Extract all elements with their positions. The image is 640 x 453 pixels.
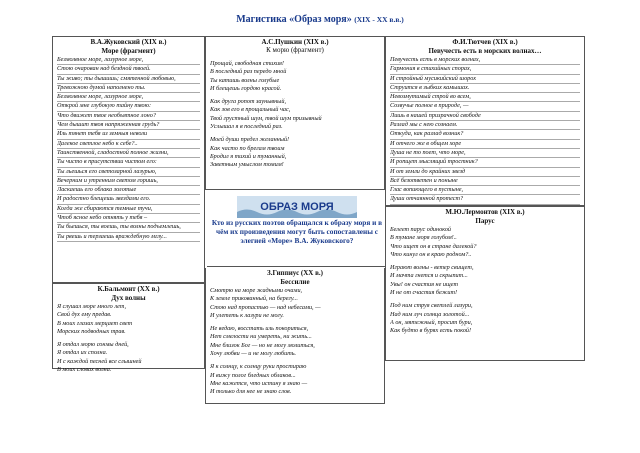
- lermontov-poem: [386, 225, 584, 336]
- poem-line: Стою очарован над бездной твоей.: [57, 65, 200, 74]
- zhukovsky-work: Море (фрагмент): [101, 47, 156, 55]
- zhukovsky-author: В.А.Жуковский (XIX в.): [90, 38, 167, 46]
- poem-line: Гармония в стихийных спорах,: [390, 65, 580, 74]
- balmont-author: К.Бальмонт (XX в.): [97, 285, 160, 293]
- poem-line: Что ищет он в стране далекой?: [390, 242, 477, 250]
- gippius-poem: [206, 286, 384, 397]
- poem-line: Невозмутимый строй во всем,: [390, 93, 580, 102]
- tyutchev-poem: [386, 55, 584, 205]
- title-main: Магистика «Образ моря»: [236, 14, 352, 25]
- poem-line: Ты чисто в присутствии чистом его:: [57, 158, 200, 167]
- poem-line: И вижу полог бледных облаков...: [210, 371, 296, 379]
- poem-line: Бродил я тихий и туманный,: [210, 152, 287, 160]
- poem-line: Моей души предел желанный!: [210, 136, 290, 144]
- poem-line: Что кинул он в краю родном?..: [390, 250, 472, 258]
- poem-line: Стою над пропастью — над небесами, —: [210, 303, 321, 311]
- poem-line: К земле прикованный, на берегу...: [210, 295, 298, 303]
- poem-line: И ропщет мыслящий тростник?: [390, 158, 580, 167]
- poem-line: Ты бьешься, ты воешь, ты волны подъемлешь,: [57, 223, 200, 232]
- poem-line: Что движет твое необъятное лоно?: [57, 112, 200, 121]
- poem-line: В тумане моря голубом!..: [390, 234, 457, 242]
- poem-line: Когда же сбираются темные тучи,: [57, 205, 200, 214]
- gippius-author: З.Гиппиус (XX в.): [267, 269, 323, 277]
- poem-line: Как зов его в прощальный час,: [210, 106, 291, 114]
- poem-line: В моих словах волна.: [57, 366, 112, 374]
- poem-line: И радостно блещешь звездами его.: [57, 195, 200, 204]
- poem-line: Играют волны - ветер свищет,: [390, 264, 474, 272]
- poem-line: Певучесть есть в морских волнах,: [390, 56, 580, 65]
- poem-line: Лишь в нашей призрачной свободе: [390, 112, 580, 121]
- poem-line: Над ним луч солнца золотой...: [390, 310, 470, 318]
- poem-line: В моих глазах мерцает свет: [57, 319, 133, 327]
- poem-line: Созвучье полное в природе, —: [390, 102, 580, 111]
- poem-line: Глас вопиющего в пустыне,: [390, 186, 580, 195]
- pushkin-work: К морю (фрагмент): [266, 46, 324, 54]
- poem-line: Души отчаянной протест?: [390, 195, 580, 204]
- poem-line: Заветным умыслом томим!: [210, 161, 284, 169]
- poem-line: Чем дышит твоя напряженная грудь?: [57, 121, 200, 130]
- poem-line: Нет смелости ни умереть, ни жить...: [210, 333, 312, 341]
- poem-line: Мне кажется, что истину я знаю —: [210, 379, 308, 387]
- poem-line: Не ведаю, восстать иль покориться,: [210, 325, 309, 333]
- poem-line: Таинственной, сладостной полное жизни,: [57, 149, 200, 158]
- tyutchev-author: Ф.И.Тютчев (XIX в.): [452, 38, 518, 46]
- poem-line: Ласкаешь его облака золотые: [57, 186, 200, 195]
- page-title: [0, 14, 640, 25]
- poem-line: И стройный мусикийский шорох: [390, 75, 580, 84]
- poem-line: Я к солнцу, к солнцу руки простираю: [210, 363, 307, 371]
- poem-line: И мачта гнется и скрыпит...: [390, 272, 468, 280]
- zhukovsky-poem: [53, 55, 204, 242]
- poem-line: Открой мне глубокую тайну твою:: [57, 102, 200, 111]
- poem-line: Твой грустный шум, твой шум призывный: [210, 114, 322, 122]
- tyutchev-card: [385, 36, 585, 206]
- poem-line: Струится в зыбких камышах.: [390, 84, 580, 93]
- gippius-card: [205, 268, 385, 404]
- lermontov-card: [385, 206, 585, 361]
- poem-line: Я отдал их сполна.: [57, 349, 108, 357]
- poem-line: И не от счастия бежит!: [390, 289, 458, 297]
- poem-line: Прощай, свободная стихия!: [210, 60, 284, 67]
- pushkin-author: А.С.Пушкин (XIX в.): [261, 38, 329, 46]
- poem-line: Безмолвное море, лазурное море,: [57, 93, 200, 102]
- pushkin-poem: [206, 59, 384, 170]
- center-divider: [207, 266, 385, 267]
- poem-line: Иль тянет тебя из земныя неволи: [57, 130, 200, 139]
- poem-line: Смотрю на море жадными очами,: [210, 287, 303, 294]
- logo-text: ОБРАЗ МОРЯ: [260, 201, 334, 213]
- poem-line: И с каждой песней все слышней: [57, 357, 142, 365]
- poem-line: Откуда, как разлад возник?: [390, 130, 580, 139]
- poem-line: Ты льешься его светозарной лазурью,: [57, 168, 200, 177]
- poem-line: И только для нее не знаю слов.: [210, 388, 292, 396]
- pushkin-card: [205, 36, 385, 190]
- poem-line: Безмолвное море, лазурное море,: [57, 56, 200, 65]
- poem-line: Разлад мы с нею сознаем.: [390, 121, 580, 130]
- zhukovsky-card: [52, 36, 205, 283]
- poem-line: Морских подводных трав.: [57, 327, 126, 335]
- poem-line: Всё безответен и поныне: [390, 177, 580, 186]
- poem-line: А он, мятежный, просит бури,: [390, 318, 473, 326]
- poem-line: Как часто по брегам твоим: [210, 144, 285, 152]
- poem-line: Услышал я в последний раз.: [210, 123, 283, 131]
- lermontov-author: М.Ю.Лермонтов (XIX в.): [445, 208, 525, 216]
- poem-line: Ты катишь волны голубые: [210, 76, 280, 84]
- title-era: (XIX - XX в.в.): [354, 15, 404, 24]
- poem-line: В последний раз передо мной: [210, 68, 287, 76]
- balmont-card: [52, 283, 205, 374]
- lermontov-work: Парус: [475, 217, 495, 225]
- tyutchev-work: Певучесть есть в морских волнах…: [428, 47, 542, 55]
- poem-line: И блещешь гордою красой.: [210, 84, 282, 92]
- poem-line: И улететь к лазури не могу.: [210, 311, 284, 319]
- poem-line: Чтоб ясное небо отнять у тебя –: [57, 214, 200, 223]
- poem-line: Мне близок Бог — но не могу молиться,: [210, 341, 315, 349]
- poem-line: Как друга ропот заунывный,: [210, 98, 286, 106]
- poem-line: Ты живо; ты дышишь; смятенной любовью,: [57, 75, 200, 84]
- poem-line: Вечерним и утренним светом горишь,: [57, 177, 200, 186]
- poem-line: Как будто в бурях есть покой!: [390, 327, 472, 335]
- poem-line: Я слушал море много лет,: [57, 303, 127, 310]
- balmont-work: Дух волны: [111, 294, 146, 302]
- poem-line: Ты рвешь и терзаешь враждебную мглу...: [57, 233, 200, 242]
- sea-image-logo: [237, 196, 357, 218]
- poem-line: Увы! он счастия не ищет: [390, 280, 458, 288]
- poem-line: Свой дух ему предав.: [57, 311, 112, 319]
- poem-line: И от земли до крайних звезд: [390, 168, 580, 177]
- poem-line: Далекое светлое небо к себе?..: [57, 140, 200, 149]
- gippius-work: Бессилие: [280, 278, 310, 286]
- poem-line: Тревожною думой наполнено ты.: [57, 84, 200, 93]
- central-question: Кто из русских поэтов обращался к образу моря и в чём их произведения могут быть сопоставлены с элегией «Море» В.А. Жуковского?: [211, 218, 383, 245]
- poem-line: И отчего же в общем хоре: [390, 140, 580, 149]
- balmont-poem: [53, 302, 204, 374]
- poem-line: Душа не то поет, что море,: [390, 149, 580, 158]
- poem-line: Под ним струя светлей лазури,: [390, 302, 473, 310]
- poem-line: Хочу любви — и не могу любить.: [210, 350, 297, 358]
- poem-line: Белеет парус одинокой: [390, 226, 452, 233]
- poem-line: Я отдал морю сонмы дней,: [57, 341, 129, 349]
